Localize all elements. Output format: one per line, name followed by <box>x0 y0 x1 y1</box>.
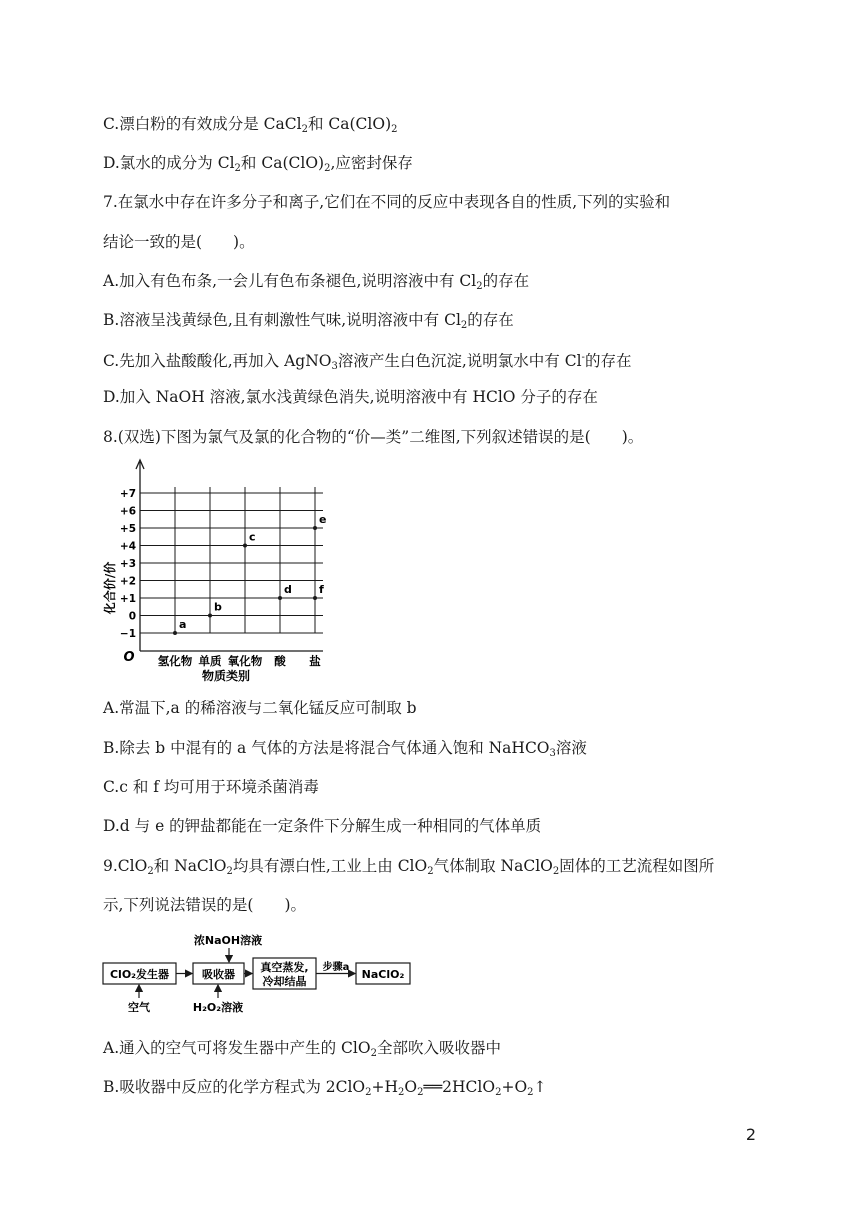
q7-option-b: B.溶液呈浅黄绿色,且有刺激性气味,说明溶液中有 $Cl_2$的存在 <box>103 311 514 331</box>
page-number: 2 <box>745 1125 756 1144</box>
q6-option-d: D.氯水的成分为 $Cl_2$和 $Ca(ClO)_2$,应密封保存 <box>103 154 413 174</box>
q7-stem-line1: 7.在氯水中存在许多分子和离子,它们在不同的反应中表现各自的性质,下列的实验和 <box>103 193 671 211</box>
point-d <box>278 596 282 600</box>
x-category-label: 酸 <box>274 654 286 668</box>
q7-option-c: C.先加入盐酸酸化,再加入 AgNO$_3$溶液产生白色沉淀,说明氯水中有 Cl-的存在 <box>103 352 632 372</box>
point-label-b: b <box>214 600 222 614</box>
q7-option-d: D.加入 NaOH 溶液,氯水浅黄绿色消失,说明溶液中有 HClO 分子的存在 <box>103 388 598 406</box>
flow-box-product-label: NaClO₂ <box>361 968 405 981</box>
q7-option-a: A.加入有色布条,一会儿有色布条褪色,说明溶液中有 $Cl_2$的存在 <box>103 272 530 292</box>
q8-option-b: B.除去 b 中混有的 a 气体的方法是将混合气体通入饱和 NaHCO$_3$溶液 <box>103 739 587 759</box>
process-flow-diagram <box>100 932 420 1018</box>
x-category-label: 单质 <box>198 654 222 668</box>
x-category-label: 盐 <box>309 654 321 668</box>
y-tick-label: −1 <box>119 628 136 640</box>
chart-origin: O <box>123 650 135 665</box>
y-tick-label: +3 <box>119 558 136 570</box>
point-e <box>313 526 317 530</box>
point-label-c: c <box>249 530 256 544</box>
q9-stem-line2: 示,下列说法错误的是( )。 <box>103 896 307 914</box>
flow-step-label: 步骤a <box>322 962 350 973</box>
q9-option-b: B.吸收器中反应的化学方程式为 $2ClO_2+H_2O_2══2HClO_2+O_2↑$ <box>103 1078 547 1098</box>
point-label-e: e <box>319 513 327 526</box>
point-a <box>173 631 177 635</box>
y-tick-label: 0 <box>128 610 136 623</box>
point-c <box>243 544 247 548</box>
chart-grid <box>140 487 323 633</box>
y-tick-label: +4 <box>119 540 136 553</box>
q8-option-c: C.c 和 f 均可用于环境杀菌消毒 <box>103 778 319 796</box>
point-label-d: d <box>284 583 292 596</box>
chart-axes <box>136 460 323 651</box>
chart-ylabel: 化合价/价 <box>103 561 117 615</box>
q8-option-d: D.d 与 e 的钾盐都能在一定条件下分解生成一种相同的气体单质 <box>103 817 542 835</box>
point-label-f: f <box>319 583 324 596</box>
point-label-a: a <box>179 618 187 631</box>
chart-y-ticks <box>120 488 136 640</box>
flow-box-evaporate-line1: 真空蒸发, <box>260 961 309 974</box>
y-tick-label: +2 <box>119 575 136 588</box>
chart-xlabel: 物质类别 <box>201 669 251 683</box>
valence-category-chart <box>100 458 360 686</box>
flow-box-evaporate-line2: 冷却结晶 <box>262 975 307 988</box>
flow-box-generator-label: ClO₂发生器 <box>109 968 170 981</box>
y-tick-label: +5 <box>119 523 136 535</box>
chart-x-categories <box>158 654 322 668</box>
q9-option-a: A.通入的空气可将发生器中产生的 ClO$_2$全部吹入吸收器中 <box>103 1039 501 1059</box>
q6-option-c: C.漂白粉的有效成分是 CaCl$_2$和 $Ca(ClO)_2$ <box>103 115 398 135</box>
flow-bottom-air: 空气 <box>128 1001 150 1014</box>
point-f <box>313 596 317 600</box>
flow-box-absorber-label: 吸收器 <box>202 968 235 981</box>
y-tick-label: +7 <box>119 488 136 500</box>
point-b <box>208 614 212 618</box>
x-category-label: 氢化物 <box>157 654 193 668</box>
chart-points <box>173 513 326 635</box>
q8-stem: 8.(双选)下图为氯气及氯的化合物的“价—类”二维图,下列叙述错误的是( )。 <box>103 428 644 446</box>
y-tick-label: +1 <box>119 593 136 605</box>
flow-bottom-h2o2: H₂O₂溶液 <box>192 1001 244 1014</box>
q9-stem-line1: 9.ClO$_2$和 NaClO$_2$均具有漂白性,工业上由 ClO$_2$气体制取 NaClO$_2$固体的工艺流程如图所 <box>103 857 715 877</box>
flow-top-input: 浓NaOH溶液 <box>193 934 263 947</box>
q7-stem-line2: 结论一致的是( )。 <box>103 233 255 251</box>
y-tick-label: +6 <box>119 505 136 518</box>
x-category-label: 氧化物 <box>227 654 263 668</box>
q8-option-a: A.常温下,a 的稀溶液与二氧化锰反应可制取 b <box>103 699 417 717</box>
